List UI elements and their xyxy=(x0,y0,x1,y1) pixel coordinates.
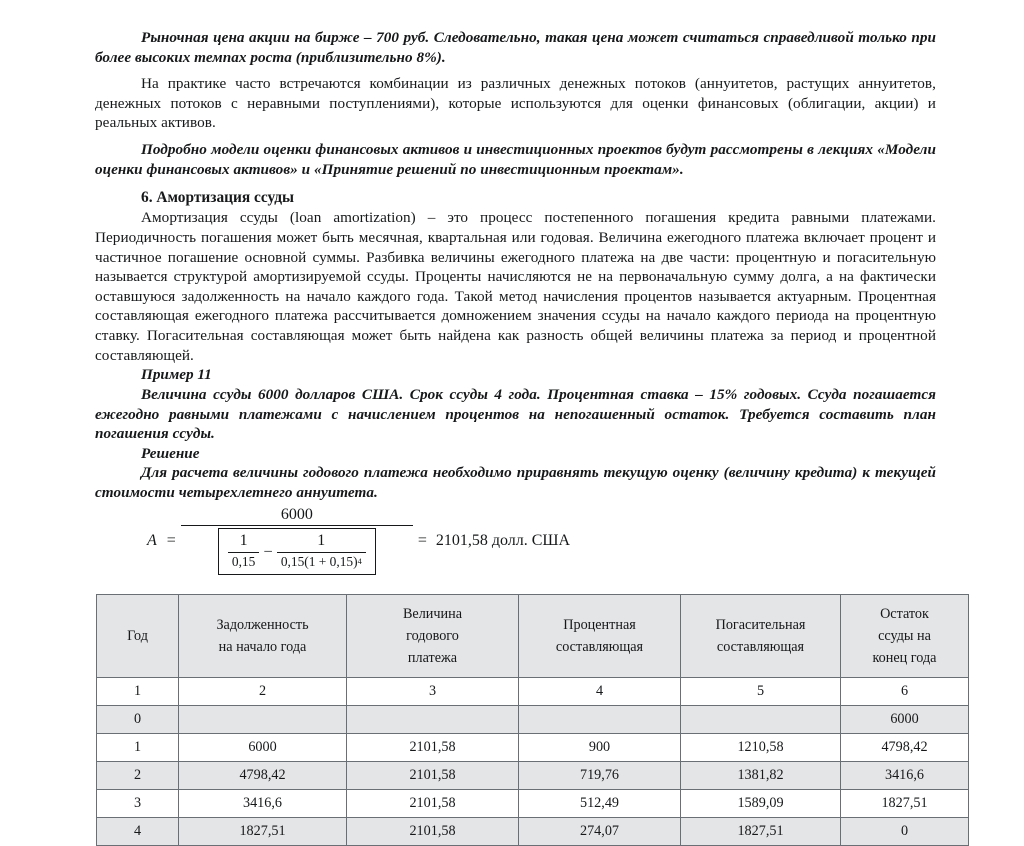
table-cell xyxy=(681,705,841,733)
table-cell: 0 xyxy=(841,817,969,845)
formula-minus-operator: – xyxy=(264,542,272,559)
table-cell: 2101,58 xyxy=(347,733,519,761)
table-cell: 6000 xyxy=(841,705,969,733)
header-line: составляющая xyxy=(555,638,644,655)
table-cell: 1827,51 xyxy=(179,817,347,845)
paragraph-amortization-definition: Амортизация ссуды (loan amortization) – это процесс постепенного погашения кредита равными платежами. Периодичность погашения может быть месячная, квартальная или годовая. Величина ежегодного платежа включает процент и частичное погашение основной суммы. Разбивка величины ежегодного платежа на две части: процентную и погасительную называется структурой амортизируемой ссуды. Проценты начисляются не на первоначальную сумму долга, а на фактически оставшуюся задолженность на начало каждого года. Такой метод начисления процентов называется актуарным. Процентная составляющая ежегодного платежа рассчитывается домножением значения ссуды на начало каждого периода на процентную ставку. Погасительная составляющая может быть найдена как разность общей величины платежа за период и процентной составляющей. xyxy=(95,209,936,364)
table-header-annual-payment xyxy=(347,594,519,677)
formula-variable: A xyxy=(147,531,157,549)
header-line: ссуды на xyxy=(878,627,931,644)
header-line: Остаток xyxy=(880,605,929,622)
formula-term-two-denominator xyxy=(277,553,366,570)
header-line: конец года xyxy=(872,649,937,666)
table-cell xyxy=(347,705,519,733)
table-header xyxy=(97,594,969,677)
table-header-closing-balance xyxy=(841,594,969,677)
table-row xyxy=(97,817,969,845)
table-cell: 1 xyxy=(97,733,179,761)
formula-bracket-group xyxy=(218,528,376,575)
header-line: на начало года xyxy=(218,638,307,655)
table-cell: 5 xyxy=(681,677,841,705)
paragraph-solution-text: Для расчета величины годового платежа необходимо приравнять текущую оценку (величину кредита) к текущей стоимости четырехлетнего аннуитета. xyxy=(95,464,936,502)
table-cell: 1827,51 xyxy=(841,789,969,817)
formula-term-one-denominator: 0,15 xyxy=(231,553,256,569)
formula-main-fraction xyxy=(181,506,413,575)
amortization-schedule-table xyxy=(96,594,969,846)
table-cell xyxy=(519,705,681,733)
table-cell: 512,49 xyxy=(519,789,681,817)
formula-term-one-numerator: 1 xyxy=(239,532,248,550)
table-cell: 1589,09 xyxy=(681,789,841,817)
table-body xyxy=(97,677,969,845)
example-label: Пример 11 xyxy=(141,366,212,384)
table-header-interest-component xyxy=(519,594,681,677)
paragraph-models-note: Подробно модели оценки финансовых активов и инвестиционных проектов будут рассмотрены в лекциях «Модели оценки финансовых активов» и «Принятие решений по инвестиционным проектам». xyxy=(95,141,936,178)
table-cell: 2 xyxy=(97,761,179,789)
table-row xyxy=(97,789,969,817)
section-heading-amortization: 6. Амортизация ссуды xyxy=(141,189,295,207)
paragraph-example-statement: Величина ссуды 6000 долларов США. Срок ссуды 4 года. Процентная ставка – 15% годовых. Ссуда погашается ежегодно равными платежами с начислением процентов на непогашенный остаток. Требуется составить план погашения ссуды. xyxy=(95,385,936,443)
table-row xyxy=(97,733,969,761)
formula-result-equals: = xyxy=(417,531,427,549)
header-line: Погасительная xyxy=(715,616,806,633)
table-cell: 1 xyxy=(97,677,179,705)
header-line: Задолженность xyxy=(216,616,309,633)
annuity-payment-formula xyxy=(95,506,936,572)
header-line: платежа xyxy=(407,649,458,666)
table-row xyxy=(97,705,969,733)
solution-label: Решение xyxy=(141,444,200,462)
table-cell: 3416,6 xyxy=(841,761,969,789)
table-cell: 1381,82 xyxy=(681,761,841,789)
table-cell: 6 xyxy=(841,677,969,705)
table-cell: 4798,42 xyxy=(841,733,969,761)
formula-term-two-exponent: 4 xyxy=(357,557,362,566)
table-cell: 4 xyxy=(97,817,179,845)
formula-result-units: долл. США xyxy=(491,531,571,549)
formula-numerator: 6000 xyxy=(280,506,313,524)
table-header-row xyxy=(97,594,969,677)
table-header-principal-component xyxy=(681,594,841,677)
formula-denominator xyxy=(218,526,376,575)
formula-term-one xyxy=(228,532,259,570)
table-row xyxy=(97,761,969,789)
table-row-column-numbers xyxy=(97,677,969,705)
header-line: составляющая xyxy=(716,638,805,655)
header-line: Величина xyxy=(402,605,463,622)
formula-result-value: 2101,58 xyxy=(435,531,488,549)
table-cell: 2101,58 xyxy=(347,817,519,845)
table-header-opening-debt xyxy=(179,594,347,677)
formula-term-two xyxy=(277,532,366,570)
formula-equals-sign: = xyxy=(166,531,176,549)
header-line: Процентная xyxy=(563,616,636,633)
header-line: годового xyxy=(406,627,459,644)
table-cell: 274,07 xyxy=(519,817,681,845)
amortization-table-wrapper xyxy=(96,594,968,846)
table-cell: 3 xyxy=(97,789,179,817)
header-line: Год xyxy=(127,627,148,644)
table-cell: 900 xyxy=(519,733,681,761)
paragraph-market-price: Рыночная цена акции на бирже – 700 руб. Следовательно, такая цена может считаться справедливой только при более высоких темпах роста (приблизительно 8%). xyxy=(95,29,936,66)
table-cell: 2 xyxy=(179,677,347,705)
table-cell: 4798,42 xyxy=(179,761,347,789)
table-cell: 719,76 xyxy=(519,761,681,789)
table-cell: 4 xyxy=(519,677,681,705)
table-cell xyxy=(179,705,347,733)
table-header-year xyxy=(97,594,179,677)
table-cell: 2101,58 xyxy=(347,761,519,789)
table-cell: 1210,58 xyxy=(681,733,841,761)
table-cell: 3416,6 xyxy=(179,789,347,817)
table-cell: 2101,58 xyxy=(347,789,519,817)
table-cell: 0 xyxy=(97,705,179,733)
paragraph-practice: На практике часто встречаются комбинации из различных денежных потоков (аннуитетов, растущих аннуитетов, денежных потоков с неравными поступлениями), которые используются для оценки финансовых (облигации, акции) и реальных активов. xyxy=(95,75,936,132)
table-cell: 6000 xyxy=(179,733,347,761)
table-cell: 3 xyxy=(347,677,519,705)
formula-term-two-base: 0,15(1 + 0,15) xyxy=(280,553,358,569)
table-cell: 1827,51 xyxy=(681,817,841,845)
formula-term-two-numerator: 1 xyxy=(317,532,326,550)
